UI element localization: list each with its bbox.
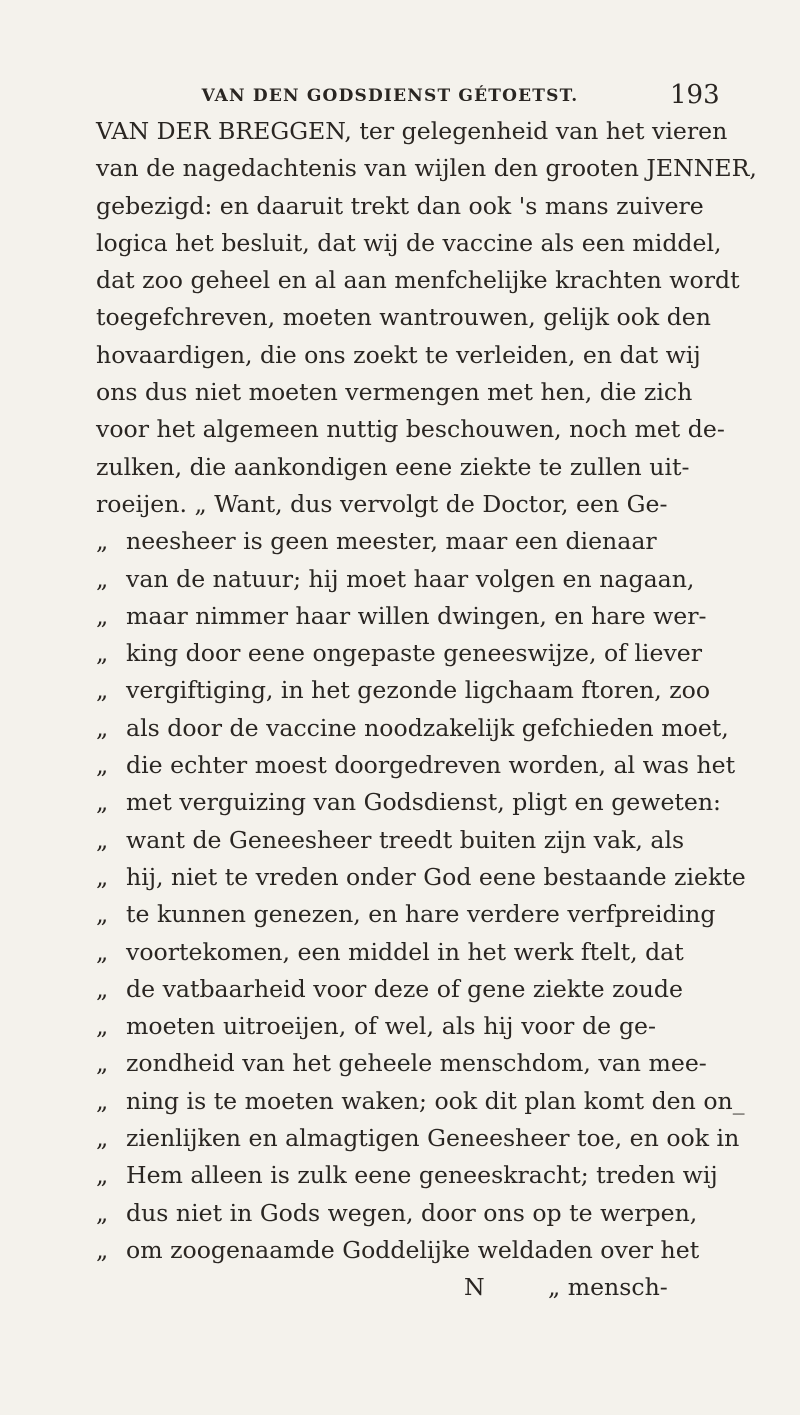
quote-mark: „ [96, 527, 109, 556]
signature-mark: N [464, 1273, 485, 1302]
text-line: hovaardigen, die ons zoekt te verleiden, en dat wij [96, 340, 701, 369]
quote-mark: „ [96, 1161, 109, 1190]
quote-mark: „ [96, 1012, 109, 1041]
line-text: vergiftiging, in het gezonde ligchaam ftoren, zoo [126, 676, 711, 705]
line-text: te kunnen genezen, en hare verdere verfpreiding [126, 900, 716, 929]
text-line: zulken, die aankondigen eene ziekte te zullen uit- [96, 452, 690, 481]
quote-mark: „ [96, 862, 109, 891]
quoted-line [96, 598, 707, 635]
line-text: neesheer is geen meester, maar een dienaar [126, 527, 657, 556]
text-line: voor het algemeen nuttig beschouwen, noch met de- [96, 415, 725, 444]
text-line: dat zoo geheel en al aan menfchelijke krachten wordt [96, 266, 740, 295]
quoted-line [96, 822, 685, 859]
line-text: Hem alleen is zulk eene geneeskracht; treden wij [126, 1161, 718, 1190]
quote-mark: „ [96, 1086, 109, 1115]
quote-mark: „ [96, 825, 109, 854]
text-line: logica het besluit, dat wij de vaccine als een middel, [96, 228, 722, 257]
quote-mark: „ [96, 751, 109, 780]
line-text: om zoogenaamde Goddelijke weldaden over het [126, 1235, 700, 1264]
quoted-line [96, 1195, 698, 1232]
quoted-line [96, 1120, 740, 1157]
line-text: ning is te moeten waken; ook dit plan komt den on_ [126, 1086, 745, 1115]
quote-mark: „ [96, 1124, 109, 1153]
line-text: met verguizing van Godsdienst, pligt en geweten: [126, 788, 722, 817]
text-line: roeijen. „ Want, dus vervolgt de Doctor, een Ge- [96, 489, 668, 518]
line-text: die echter moest doorgedreven worden, al was het [126, 751, 736, 780]
quoted-line [96, 672, 711, 709]
line-text: maar nimmer haar willen dwingen, en hare wer- [126, 601, 707, 630]
quote-mark: „ [96, 788, 109, 817]
line-text: zondheid van het geheele menschdom, van mee- [126, 1049, 707, 1078]
text-line: ons dus niet moeten vermengen met hen, die zich [96, 378, 693, 407]
page-number: 193 [670, 80, 720, 110]
text-line: VAN DER BREGGEN, ter gelegenheid van het vieren [96, 117, 728, 145]
line-text: zienlijken en almagtigen Geneesheer toe, en ook in [126, 1124, 740, 1153]
running-head: VAN DEN GODSDIENST GÉTOETST. [201, 86, 579, 106]
line-text: king door eene ongepaste geneeswijze, of liever [126, 639, 703, 668]
quote-mark: „ [96, 1049, 109, 1078]
quoted-line [96, 934, 684, 971]
quoted-line [96, 1157, 718, 1194]
quote-mark: „ [96, 974, 109, 1003]
quoted-line [96, 747, 736, 784]
line-text: van de natuur; hij moet haar volgen en nagaan, [126, 564, 695, 593]
quoted-line [96, 561, 695, 598]
line-text: want de Geneesheer treedt buiten zijn vak, als [126, 825, 685, 854]
quoted-line [96, 896, 716, 933]
quoted-line [96, 1045, 707, 1082]
quote-mark: „ [96, 1235, 109, 1264]
quote-mark: „ [96, 713, 109, 742]
quoted-line [96, 1232, 700, 1269]
quoted-line [96, 523, 656, 560]
line-text: moeten uitroeijen, of wel, als hij voor de ge- [126, 1012, 656, 1041]
line-text: de vatbaarheid voor deze of gene ziekte zoude [126, 974, 683, 1003]
quote-mark: „ [96, 900, 109, 929]
line-text: als door de vaccine noodzakelijk gefchieden moet, [126, 713, 729, 742]
body-text [96, 113, 757, 1307]
quote-mark: „ [96, 1198, 109, 1227]
quote-mark: „ [96, 564, 109, 593]
quote-mark: „ [96, 601, 109, 630]
quote-mark: „ [96, 937, 109, 966]
text-line: van de nagedachtenis van wijlen den grooten JENNER, [96, 154, 757, 183]
footer-line [96, 1269, 668, 1306]
quote-mark: „ [96, 639, 109, 668]
quoted-line [96, 1083, 745, 1120]
catchword: „ mensch- [548, 1273, 668, 1302]
quoted-line [96, 1008, 656, 1045]
quoted-line [96, 971, 683, 1008]
line-text: hij, niet te vreden onder God eene bestaande ziekte [126, 862, 746, 891]
quoted-line [96, 635, 703, 672]
text-line: toegefchreven, moeten wantrouwen, gelijk ook den [96, 303, 711, 332]
quoted-line [96, 784, 722, 821]
line-text: dus niet in Gods wegen, door ons op te werpen, [126, 1198, 698, 1227]
quoted-line [96, 710, 729, 747]
text-line: gebezigd: en daaruit trekt dan ook 's mans zuivere [96, 191, 704, 220]
quoted-line [96, 859, 746, 896]
line-text: voortekomen, een middel in het werk ftelt, dat [126, 937, 684, 966]
quote-mark: „ [96, 676, 109, 705]
